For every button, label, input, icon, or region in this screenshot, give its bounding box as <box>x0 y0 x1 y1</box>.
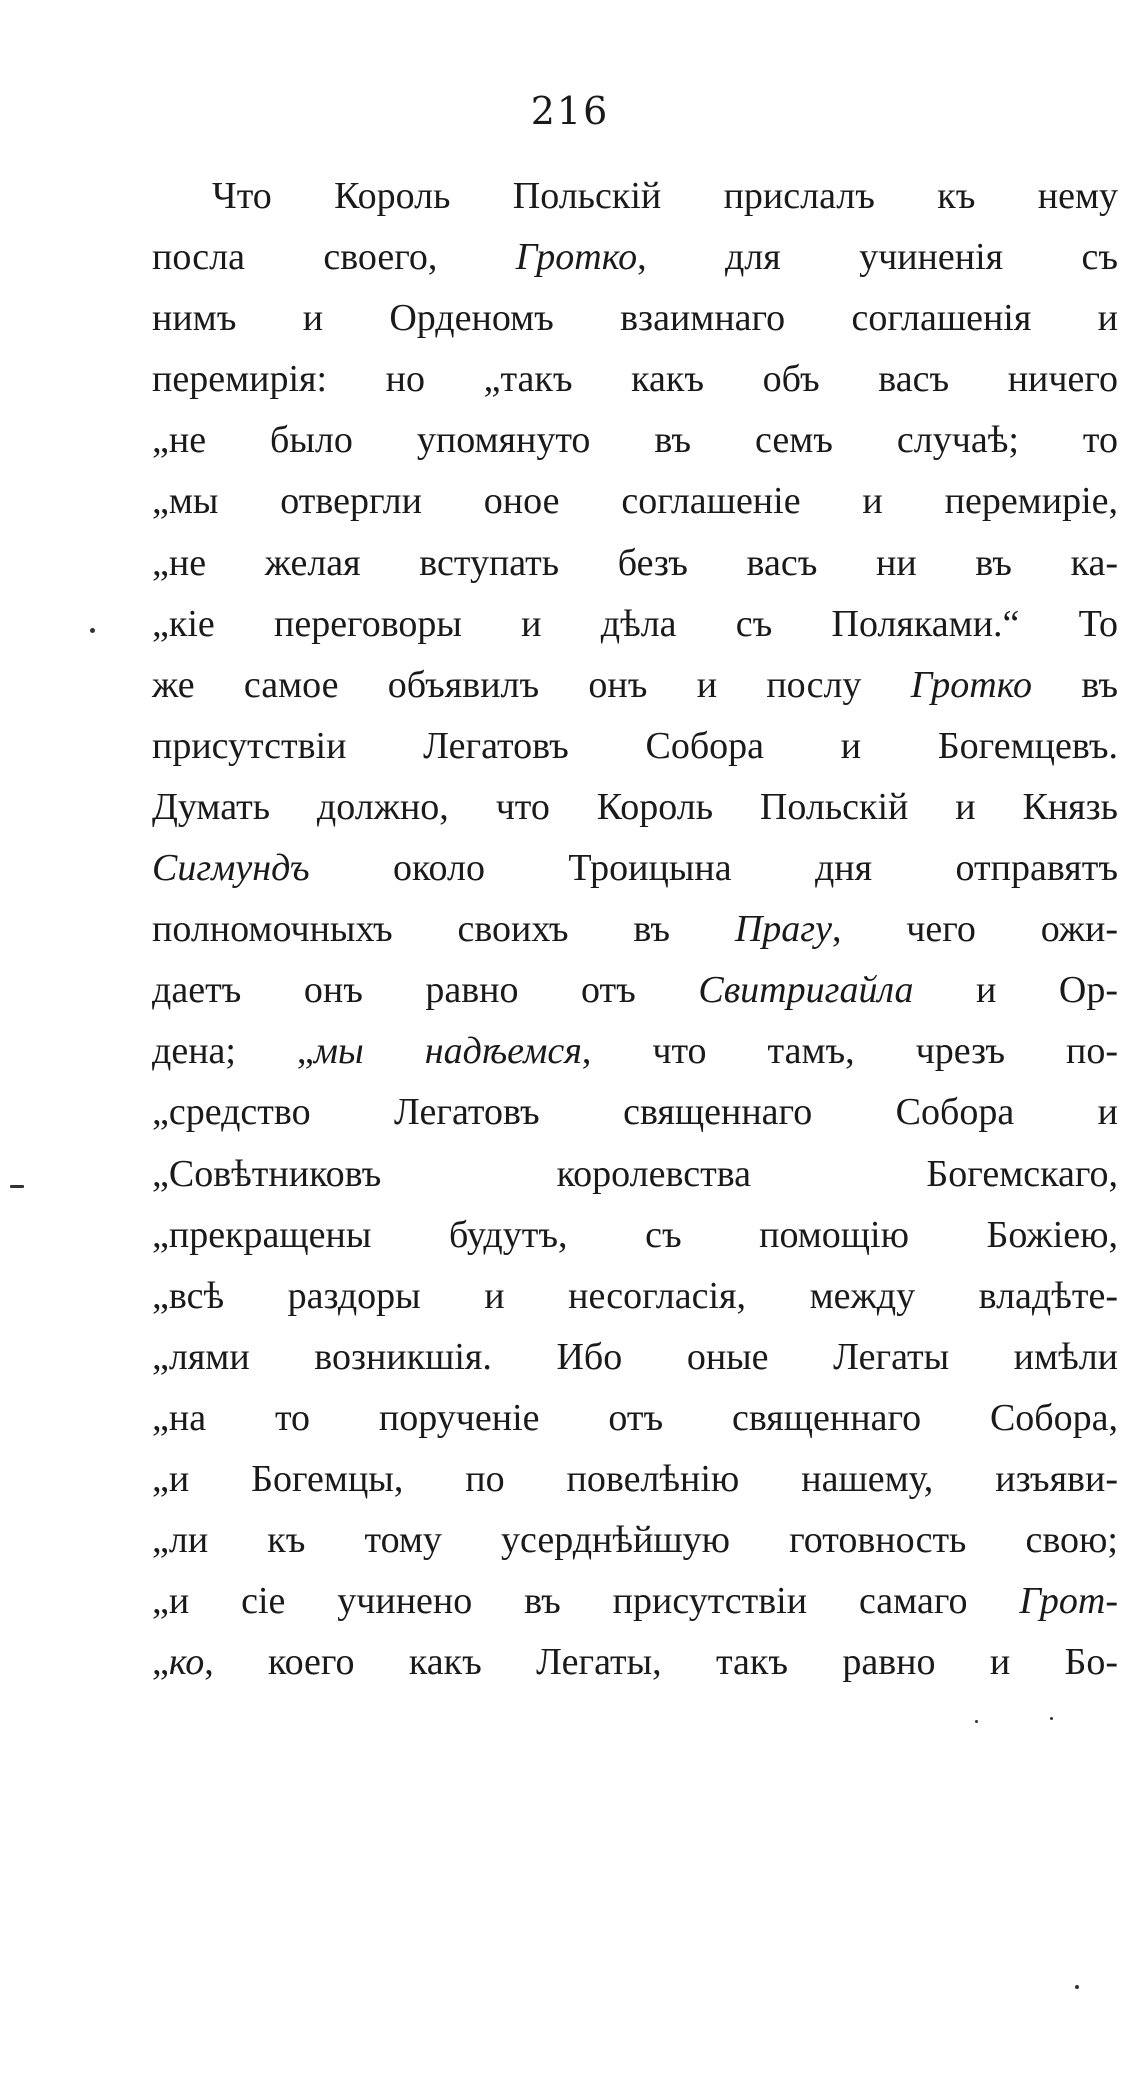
text-segment: Что Король Польскій прислалъ къ нему <box>212 175 1118 217</box>
text-segment: „мы отвергли оное соглашеніе и перемиріе, <box>152 480 1118 523</box>
text-segment: „не желая вступать безъ васъ ни въ ка- <box>152 541 1118 584</box>
italic-name: Гротко <box>910 663 1033 706</box>
text-line <box>152 288 1118 349</box>
text-segment: присутствіи Легатовъ Собора и Богемцевъ. <box>152 724 1118 767</box>
text-segment: „прекращены будутъ, съ помощію Божіею, <box>152 1213 1118 1256</box>
print-speck <box>1050 1717 1053 1720</box>
text-line <box>152 227 1118 288</box>
text-line <box>152 1082 1118 1143</box>
page-number: 216 <box>530 89 610 133</box>
text-segment: „и сіе учинено въ присутствіи самаго <box>152 1580 1020 1623</box>
text-segment: „кіе переговоры и дѣла съ Поляками.“ То <box>152 602 1118 645</box>
text-line <box>152 1205 1118 1266</box>
italic-name: Свитригайла <box>698 969 914 1012</box>
text-segment: же самое объявилъ онъ и послу <box>152 663 911 706</box>
text-segment: , коего какъ Легаты, такъ равно и Бо- <box>204 1641 1118 1684</box>
italic-name: Гротко <box>515 236 638 279</box>
text-line <box>152 960 1118 1021</box>
italic-name: мы надѣемся <box>313 1030 582 1073</box>
text-segment: дена; „ <box>152 1030 314 1073</box>
text-segment: , что тамъ, чрезъ по- <box>581 1030 1119 1073</box>
text-line <box>152 349 1118 410</box>
text-line <box>152 1327 1118 1388</box>
text-line <box>152 655 1118 716</box>
text-segment: „лями возникшія. Ибо оные Легаты имѣли <box>152 1335 1118 1378</box>
italic-name: Сигмундъ <box>152 847 310 890</box>
text-line <box>152 1021 1118 1082</box>
text-segment: нимъ и Орденомъ взаимнаго соглашенія и <box>152 297 1118 340</box>
text-line <box>152 1388 1118 1449</box>
text-line <box>152 410 1118 471</box>
italic-name: Грот- <box>1019 1580 1118 1623</box>
print-speck <box>975 1720 978 1723</box>
text-segment: „Совѣтниковъ королевства Богемскаго, <box>152 1152 1118 1195</box>
print-speck <box>1075 1985 1079 1989</box>
text-line <box>152 1144 1118 1205</box>
text-segment: и Ор- <box>913 969 1118 1012</box>
margin-dash-mark <box>10 1185 24 1188</box>
print-speck <box>90 628 95 633</box>
text-segment: посла своего, <box>152 236 516 279</box>
text-segment: „ли къ тому усерднѣйшую готовность свою; <box>152 1519 1118 1562</box>
text-line <box>152 838 1118 899</box>
text-segment: „на то порученіе отъ священнаго Собора, <box>152 1396 1118 1439</box>
text-segment: „всѣ раздоры и несогласія, между владѣте- <box>152 1274 1118 1317</box>
text-line <box>152 166 1118 227</box>
text-segment: , для учиненія съ <box>637 236 1118 279</box>
text-segment: „ <box>152 1641 169 1684</box>
text-line <box>152 533 1118 594</box>
text-segment: , чего ожи- <box>831 908 1119 951</box>
text-line <box>152 594 1118 655</box>
text-line <box>152 471 1118 532</box>
text-segment: въ <box>1032 663 1118 706</box>
italic-name: ко <box>168 1641 205 1684</box>
text-segment: даетъ онъ равно отъ <box>152 969 699 1012</box>
text-body <box>152 166 1118 1693</box>
text-line <box>152 1510 1118 1571</box>
italic-name: Прагу <box>734 908 832 951</box>
text-line <box>152 899 1118 960</box>
text-line <box>152 777 1118 838</box>
text-segment: около Троицына дня отправятъ <box>309 847 1118 890</box>
text-line <box>152 1449 1118 1510</box>
text-line <box>152 1632 1118 1693</box>
text-line <box>152 1571 1118 1632</box>
text-line <box>152 716 1118 777</box>
text-line <box>152 1266 1118 1327</box>
text-segment: Думать должно, что Король Польскій и Князь <box>152 785 1118 828</box>
text-segment: „не было упомянуто въ семъ случаѣ; то <box>152 419 1118 462</box>
text-segment: „и Богемцы, по повелѣнію нашему, изъяви- <box>152 1457 1118 1500</box>
text-segment: перемирія: но „такъ какъ объ васъ ничего <box>152 358 1118 401</box>
text-segment: полномочныхъ своихъ въ <box>152 908 735 951</box>
text-segment: „средство Легатовъ священнаго Собора и <box>152 1091 1118 1134</box>
